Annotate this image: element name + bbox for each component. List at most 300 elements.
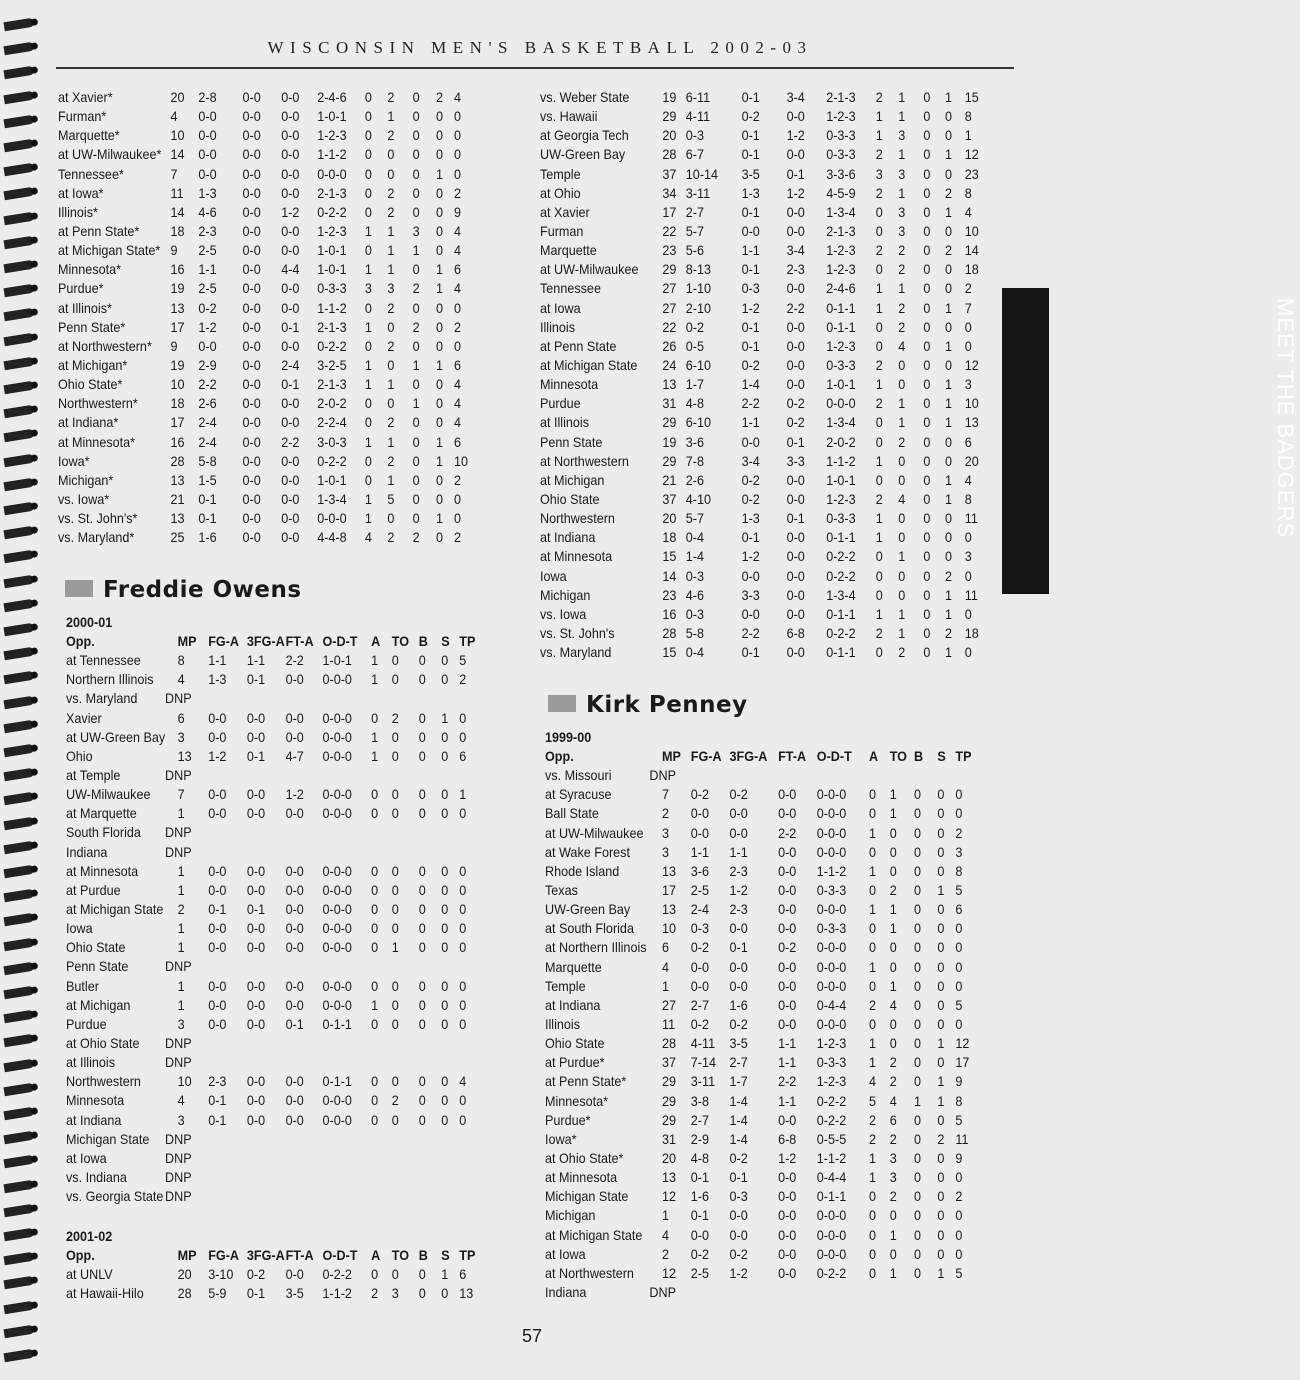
binding-ring (3, 647, 34, 661)
cell-blocks: 0 (923, 586, 931, 603)
cell-assists: 1 (869, 824, 877, 841)
cell-ft: 0-0 (786, 644, 805, 661)
cell-ft: 0-0 (786, 222, 805, 239)
table-row (66, 709, 480, 728)
cell-minutes: 29 (662, 1111, 677, 1128)
cell-fg: 3-8 (690, 1092, 710, 1109)
cell-minutes: 13 (170, 471, 185, 488)
cell-blocks: 0 (923, 108, 931, 125)
table-row (540, 184, 972, 203)
table-row (540, 394, 979, 413)
table-row (58, 471, 481, 490)
cell-turnovers: 2 (387, 452, 395, 469)
cell-minutes: DNP (649, 1283, 677, 1300)
cell-opponent: Minnesota (66, 1092, 125, 1109)
cell-opponent: Ohio State (540, 490, 600, 507)
cell-opponent: at Ohio (540, 184, 581, 201)
cell-steals: 0 (937, 1226, 945, 1243)
cell-rebounds: 0-2-2 (816, 1264, 847, 1281)
cell-ft: 0-0 (285, 977, 304, 994)
cell-three-pt: 0-1 (741, 337, 760, 354)
cell-blocks: 0 (923, 318, 931, 335)
binding-ring (3, 42, 34, 56)
cell-turnovers: 0 (387, 165, 395, 182)
cell-turnovers: 1 (889, 805, 897, 822)
cell-fg: 1-5 (198, 471, 217, 488)
cell-turnovers: 0 (391, 728, 399, 745)
table-row (545, 1187, 963, 1206)
cell-assists: 1 (875, 605, 883, 622)
cell-fg: 0-0 (208, 805, 227, 822)
cell-turnovers: 2 (898, 318, 906, 335)
cell-steals: 1 (937, 881, 945, 898)
cell-fg: 3-6 (685, 433, 705, 450)
table-row (540, 260, 979, 279)
binding-ring (3, 1179, 34, 1193)
cell-blocks: 0 (923, 624, 931, 641)
cell-turnovers: 0 (391, 1073, 399, 1090)
cell-rebounds: 1-3-4 (826, 586, 856, 603)
cell-three-pt: 0-0 (242, 184, 261, 201)
table-row (545, 843, 963, 862)
cell-turnovers: 0 (387, 356, 395, 373)
cell-minutes: 26 (662, 337, 677, 354)
cell-rebounds: 1-0-1 (317, 261, 347, 278)
cell-three-pt: 0-1 (246, 1285, 266, 1302)
cell-steals: 2 (937, 1130, 945, 1147)
table-row (58, 88, 481, 107)
cell-minutes: 13 (170, 299, 185, 316)
cell-opponent: UW-Green Bay (540, 146, 626, 163)
cell-points: 6 (454, 433, 462, 450)
table-row (545, 1245, 963, 1264)
table-row (545, 1226, 963, 1245)
cell-ft: 0-2 (778, 939, 797, 956)
cell-opponent: at Purdue (66, 881, 121, 898)
cell-points: 0 (955, 1169, 963, 1186)
table-row (545, 1053, 970, 1072)
cell-opponent: Northwestern* (58, 395, 138, 412)
cell-blocks: 0 (412, 184, 420, 201)
cell-blocks: 0 (914, 1054, 922, 1071)
cell-steals: 1 (436, 452, 444, 469)
cell-rebounds: 1-2-3 (826, 108, 856, 125)
cell-ft: 0-0 (281, 529, 300, 546)
player-name-penney (548, 692, 748, 718)
cell-minutes: DNP (165, 824, 192, 841)
cell-minutes: 37 (662, 490, 677, 507)
cell-three-pt: 0-1 (741, 644, 760, 661)
cell-opponent: at Michigan State (545, 1226, 643, 1243)
cell-points: 6 (964, 433, 972, 450)
cell-turnovers: 4 (898, 337, 906, 354)
cell-assists: 0 (371, 786, 379, 803)
cell-turnovers: 0 (391, 977, 399, 994)
penney-1999-00-table (545, 727, 1005, 1302)
cell-turnovers: 1 (387, 471, 395, 488)
cell-opponent: Iowa* (58, 452, 90, 469)
header-steals: S (441, 1247, 450, 1263)
cell-minutes: 13 (177, 747, 192, 764)
cell-blocks: 0 (412, 433, 420, 450)
cell-rebounds: 1-3-4 (826, 203, 856, 220)
cell-rebounds: 0-0-0 (816, 958, 847, 975)
cell-opponent: at Minnesota (545, 1169, 618, 1186)
cell-opponent: at Penn State (540, 337, 617, 354)
cell-points: 12 (964, 146, 979, 163)
cell-turnovers: 1 (889, 786, 897, 803)
cell-rebounds: 0-0-0 (816, 1245, 847, 1262)
cell-fg: 5-7 (685, 222, 705, 239)
cell-steals: 0 (441, 996, 449, 1013)
header-opponent: Opp. (66, 633, 95, 649)
cell-turnovers: 2 (387, 184, 395, 201)
cell-points: 5 (955, 1111, 963, 1128)
table-header-row (66, 632, 480, 651)
cell-assists: 0 (869, 805, 877, 822)
table-row (540, 165, 979, 184)
cell-three-pt: 0-0 (242, 471, 261, 488)
cell-turnovers: 2 (898, 644, 906, 661)
cell-three-pt: 0-0 (246, 1015, 266, 1032)
cell-opponent: Xavier (66, 709, 102, 726)
cell-assists: 1 (875, 280, 883, 297)
cell-fg: 0-0 (208, 996, 227, 1013)
cell-steals: 0 (441, 1285, 449, 1302)
cell-blocks: 0 (418, 747, 426, 764)
header-steals: S (441, 633, 450, 649)
cell-ft: 0-0 (778, 977, 797, 994)
cell-three-pt: 0-1 (246, 671, 266, 688)
cell-blocks: 0 (418, 786, 426, 803)
header-blocks: B (914, 748, 924, 764)
cell-assists: 1 (869, 1169, 877, 1186)
cell-three-pt: 0-0 (729, 920, 748, 937)
cell-turnovers: 4 (889, 1092, 897, 1109)
page-number: 57 (521, 1326, 543, 1346)
header-ft: FT-A (285, 633, 314, 649)
cell-points: 18 (964, 261, 979, 278)
cell-ft: 4-7 (285, 747, 304, 764)
table-header-row (545, 747, 972, 766)
cell-opponent: vs. Weber State (540, 89, 630, 105)
cell-opponent: Marquette* (58, 127, 120, 144)
cell-rebounds: 1-0-1 (317, 471, 347, 488)
cell-fg: 2-9 (198, 356, 217, 373)
cell-rebounds: 0-0-0 (322, 728, 352, 745)
cell-three-pt: 0-1 (729, 1169, 748, 1186)
cell-assists: 0 (869, 1264, 877, 1281)
cell-steals: 0 (441, 1111, 449, 1128)
cell-blocks: 2 (412, 318, 420, 335)
header-opponent: Opp. (66, 1247, 95, 1263)
cell-opponent: at Tennessee (66, 652, 141, 669)
cell-fg: 1-6 (198, 529, 217, 546)
table-row (66, 957, 480, 976)
cell-opponent: at Northwestern (545, 1264, 634, 1281)
cell-steals: 0 (937, 843, 945, 860)
cell-minutes: 18 (170, 395, 185, 412)
cell-ft: 0-0 (778, 996, 797, 1013)
table-row (58, 299, 481, 318)
cell-three-pt: 0-1 (246, 900, 266, 917)
cell-three-pt: 0-0 (242, 299, 261, 316)
cell-opponent: Rhode Island (545, 862, 620, 879)
cell-assists: 0 (869, 1245, 877, 1262)
cell-three-pt: 2-3 (729, 901, 748, 918)
cell-minutes: 1 (177, 939, 185, 956)
header-minutes: MP (662, 748, 681, 764)
binding-ring (3, 405, 34, 419)
cell-three-pt: 0-0 (242, 127, 261, 144)
cell-opponent: Northern Illinois (66, 671, 154, 688)
cell-steals: 0 (441, 1092, 449, 1109)
cell-assists: 0 (869, 843, 877, 860)
cell-rebounds: 0-4-4 (816, 1169, 847, 1186)
cell-steals: 0 (436, 395, 444, 412)
cell-three-pt: 0-0 (246, 996, 266, 1013)
binding-ring (3, 986, 34, 1000)
table-row (545, 1168, 963, 1187)
table-row (58, 318, 481, 337)
cell-assists: 1 (371, 652, 379, 669)
cell-minutes: 2 (177, 900, 185, 917)
cell-ft: 0-0 (281, 242, 300, 259)
cell-ft: 0-0 (285, 996, 304, 1013)
cell-points: 0 (964, 318, 972, 335)
cell-opponent: Ohio State* (58, 376, 123, 393)
cell-three-pt: 1-1 (246, 652, 266, 669)
cell-points: 0 (955, 805, 963, 822)
cell-rebounds: 0-1-1 (826, 605, 856, 622)
cell-blocks: 0 (914, 939, 922, 956)
cell-three-pt: 0-0 (242, 89, 261, 105)
cell-minutes: 20 (662, 127, 677, 144)
cell-fg: 1-10 (685, 280, 712, 297)
cell-assists: 0 (364, 127, 372, 144)
cell-steals: 1 (436, 261, 444, 278)
cell-opponent: at UW-Milwaukee (540, 261, 639, 278)
cell-turnovers: 0 (391, 862, 399, 879)
cell-ft: 1-2 (786, 184, 805, 201)
cell-fg: 0-0 (198, 146, 217, 163)
cell-minutes: 6 (662, 939, 670, 956)
cell-fg: 8-13 (685, 261, 712, 278)
cell-turnovers: 3 (898, 165, 906, 182)
cell-fg: 2-5 (198, 280, 217, 297)
cell-three-pt: 1-2 (729, 881, 748, 898)
cell-ft: 0-0 (285, 920, 304, 937)
cell-points: 2 (459, 671, 467, 688)
binding-ring (3, 720, 34, 734)
cell-minutes: 4 (177, 1092, 185, 1109)
cell-rebounds: 0-0-0 (322, 671, 352, 688)
table-row (545, 785, 963, 804)
cell-fg: 0-2 (198, 299, 217, 316)
cell-points: 11 (955, 1130, 969, 1147)
cell-minutes: 10 (177, 1073, 192, 1090)
cell-assists: 0 (371, 1111, 379, 1128)
cell-minutes: 23 (662, 586, 677, 603)
cell-steals: 0 (441, 920, 449, 937)
cell-three-pt: 1-1 (741, 414, 760, 431)
cell-opponent: vs. Georgia State (66, 1188, 164, 1205)
cell-points: 4 (964, 471, 972, 488)
cell-points: 1 (459, 786, 467, 803)
binding-ring (3, 381, 34, 395)
cell-fg: 5-8 (198, 452, 217, 469)
cell-blocks: 0 (418, 900, 426, 917)
cell-points: 0 (454, 510, 462, 527)
cell-turnovers: 0 (898, 471, 906, 488)
cell-points: 0 (964, 337, 972, 354)
cell-assists: 0 (364, 165, 372, 182)
cell-rebounds: 0-2-2 (816, 1092, 847, 1109)
cell-rebounds: 1-2-3 (816, 1073, 847, 1090)
cell-steals: 1 (436, 510, 444, 527)
cell-fg: 2-6 (685, 471, 705, 488)
cell-three-pt: 3-5 (741, 165, 760, 182)
cell-three-pt: 0-0 (246, 709, 266, 726)
cell-three-pt: 0-2 (741, 490, 760, 507)
cell-minutes: 15 (662, 548, 677, 565)
cell-ft: 0-0 (778, 1207, 797, 1224)
cell-fg: 0-1 (208, 1092, 227, 1109)
cell-fg: 0-2 (690, 786, 710, 803)
cell-three-pt: 0-0 (242, 433, 261, 450)
cell-rebounds: 0-0-0 (322, 747, 352, 764)
cell-fg: 0-3 (690, 920, 710, 937)
cell-fg: 0-0 (198, 127, 217, 144)
cell-opponent: at Ohio State (66, 1034, 140, 1051)
cell-ft: 2-2 (778, 824, 797, 841)
cell-steals: 1 (441, 709, 449, 726)
cell-steals: 0 (937, 958, 945, 975)
header-opponent: Opp. (545, 748, 574, 764)
table-row (66, 766, 480, 785)
cell-assists: 4 (869, 1073, 877, 1090)
cell-steals: 2 (945, 624, 953, 641)
cell-opponent: vs. St. John's (540, 624, 615, 641)
cell-turnovers: 2 (898, 433, 906, 450)
cell-ft: 0-0 (786, 490, 805, 507)
cell-opponent: Iowa* (545, 1130, 577, 1147)
cell-blocks: 0 (923, 299, 931, 316)
cell-points: 9 (454, 203, 462, 220)
cell-minutes: 4 (662, 958, 670, 975)
cell-fg: 1-1 (208, 652, 227, 669)
cell-blocks: 1 (412, 395, 420, 412)
cell-turnovers: 0 (391, 652, 399, 669)
cell-ft: 0-0 (281, 490, 300, 507)
cell-ft: 0-0 (285, 709, 304, 726)
cell-turnovers: 0 (898, 376, 906, 393)
binding-ring (3, 502, 34, 516)
cell-fg: 0-1 (198, 490, 217, 507)
cell-ft: 0-2 (786, 395, 805, 412)
cell-turnovers: 2 (387, 299, 395, 316)
cell-turnovers: 2 (387, 337, 395, 354)
table-row (540, 471, 972, 490)
cell-blocks: 0 (418, 1111, 426, 1128)
cell-blocks: 0 (412, 108, 420, 125)
table-row (66, 1091, 480, 1110)
cell-minutes: 12 (662, 1264, 677, 1281)
cell-blocks: 0 (914, 1169, 922, 1186)
cell-points: 10 (964, 395, 979, 412)
cell-three-pt: 0-0 (242, 356, 261, 373)
cell-rebounds: 0-0-0 (816, 939, 847, 956)
cell-turnovers: 0 (889, 1207, 897, 1224)
binding-ring (3, 90, 34, 104)
cell-three-pt: 0-0 (246, 1073, 266, 1090)
left-top-stat-table (58, 88, 528, 547)
cell-opponent: Purdue* (545, 1111, 591, 1128)
cell-minutes: 29 (662, 108, 677, 125)
cell-points: 10 (964, 222, 979, 239)
cell-assists: 0 (875, 567, 883, 584)
cell-points: 4 (964, 203, 972, 220)
cell-points: 2 (454, 529, 462, 546)
cell-minutes: 31 (662, 395, 677, 412)
cell-turnovers: 2 (387, 529, 395, 546)
cell-steals: 1 (945, 586, 953, 603)
cell-assists: 0 (371, 939, 379, 956)
cell-points: 13 (964, 414, 979, 431)
table-row (545, 938, 963, 957)
cell-ft: 0-0 (786, 605, 805, 622)
binding-ring (3, 1300, 34, 1314)
cell-minutes: 8 (177, 652, 185, 669)
cell-three-pt: 0-1 (741, 529, 760, 546)
cell-blocks: 0 (418, 1015, 426, 1032)
cell-minutes: 13 (662, 901, 677, 918)
table-row (58, 337, 481, 356)
cell-points: 23 (964, 165, 979, 182)
cell-rebounds: 1-3-4 (317, 490, 347, 507)
cell-assists: 1 (371, 728, 379, 745)
cell-fg: 0-2 (690, 1245, 710, 1262)
cell-points: 11 (964, 586, 978, 603)
cell-steals: 1 (436, 356, 444, 373)
cell-rebounds: 1-3-4 (826, 414, 856, 431)
table-row (58, 203, 481, 222)
cell-ft: 0-0 (778, 843, 797, 860)
cell-fg: 0-3 (685, 567, 705, 584)
cell-assists: 1 (364, 356, 372, 373)
cell-blocks: 0 (914, 1130, 922, 1147)
cell-three-pt: 3-4 (741, 452, 760, 469)
table-row (545, 958, 963, 977)
cell-points: 8 (964, 184, 972, 201)
cell-points: 0 (459, 728, 467, 745)
cell-steals: 0 (937, 1188, 945, 1205)
cell-blocks: 3 (412, 222, 420, 239)
player-name-text: Freddie Owens (103, 577, 302, 603)
cell-ft: 0-0 (778, 805, 797, 822)
binding-ring (3, 1058, 34, 1072)
cell-points: 0 (955, 786, 963, 803)
table-row (58, 356, 481, 375)
cell-three-pt: 0-0 (246, 1092, 266, 1109)
cell-opponent: at Minnesota* (58, 433, 136, 450)
cell-steals: 0 (937, 1149, 945, 1166)
cell-steals: 1 (945, 376, 953, 393)
cell-blocks: 0 (923, 203, 931, 220)
cell-fg: 2-7 (690, 996, 710, 1013)
binding-ring (3, 550, 34, 564)
cell-steals: 0 (441, 747, 449, 764)
